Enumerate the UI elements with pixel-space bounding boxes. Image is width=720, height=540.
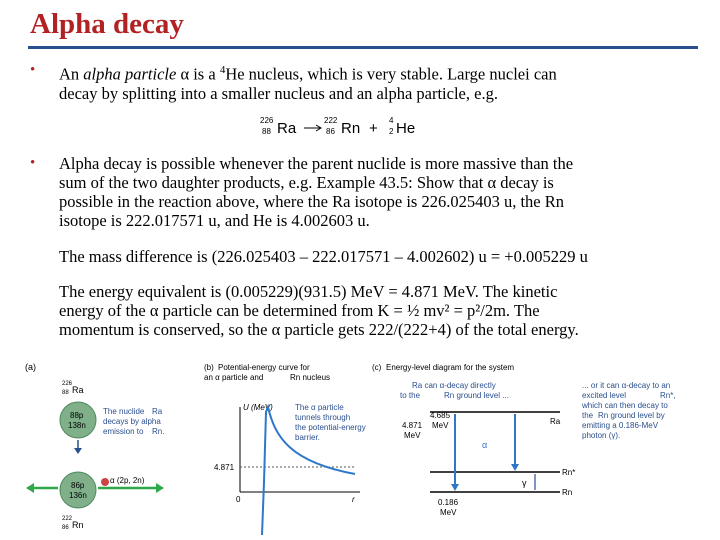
panel-b-title-1: Potential-energy curve for	[218, 363, 310, 372]
bullet-1-text	[59, 61, 709, 103]
caption-line-2: decays by alpha	[103, 417, 161, 426]
energy-0186: 0.186	[438, 498, 459, 507]
alpha-particle-term: alpha particle	[83, 64, 177, 84]
he-symbol: He	[396, 120, 416, 137]
plus-sign: +	[369, 120, 378, 137]
energy-4871-unit: MeV	[404, 431, 421, 440]
rn-ground-label: Rn	[562, 488, 573, 497]
panel-a	[25, 362, 164, 531]
y-axis-label: U (MeV)	[243, 403, 273, 412]
rn-protons: 86p	[71, 481, 85, 490]
note-line-3: the potential-energy	[295, 423, 366, 432]
ra-protons: 88p	[70, 411, 84, 420]
x-origin: 0	[236, 495, 241, 504]
panel-b-title-3: Rn nucleus	[290, 373, 331, 382]
rn-symbol: Rn	[341, 120, 361, 137]
alpha-label: α (2p, 2n)	[110, 476, 145, 485]
ra-mass-number: 226	[62, 381, 73, 387]
alpha-particle-icon	[101, 478, 109, 486]
caption-line-3: emission to	[103, 427, 144, 436]
panel-c-title: Energy-level diagram for the system	[386, 363, 515, 372]
decay-equation	[260, 112, 440, 142]
rn-neutrons: 136n	[69, 491, 87, 500]
bullet-2-line-2: sum of the two daughter products, e.g. Example 43.5: Show that α decay is	[59, 173, 554, 192]
rn-label: Rn	[72, 520, 84, 530]
text: An	[59, 64, 84, 84]
he-atomic-number: 2	[389, 127, 394, 136]
right-note-8: photon (γ).	[582, 431, 621, 440]
ra-symbol: Ra	[277, 120, 297, 137]
rn-nucleus	[60, 472, 96, 508]
ra-atomic-number: 88	[62, 390, 69, 396]
arrow-head-icon	[74, 448, 82, 454]
arrow-head-icon	[26, 483, 34, 493]
note-line-2: tunnels through	[295, 413, 351, 422]
title-underline	[28, 46, 698, 49]
note-line-4: barrier.	[295, 433, 320, 442]
he-mass-number: 4	[389, 116, 394, 125]
caption-ra: Ra	[152, 407, 163, 416]
bullet-2-line-1: Alpha decay is possible whenever the parent nuclide is more massive than the	[59, 154, 574, 173]
bullet-2-text	[59, 154, 709, 230]
right-note-4: which can then decay to	[582, 401, 668, 410]
rn-mass-number: 222	[62, 516, 73, 522]
energy-text	[59, 282, 709, 339]
panel-a-label: (a)	[25, 362, 36, 372]
energy-0186-unit: MeV	[440, 508, 457, 517]
bullet-2-line-3: possible in the reaction above, where the Ra isotope is 226.025403 u, the Rn	[59, 192, 564, 211]
ra-mass-number: 226	[260, 116, 274, 125]
superscript: 4	[219, 64, 226, 76]
gamma-symbol: γ	[522, 478, 527, 488]
rn-excited-label: Rn*	[562, 468, 576, 477]
arrow-head-icon	[451, 484, 459, 491]
energy-4685-unit: MeV	[432, 421, 449, 430]
y-tick-4871: 4.871	[214, 463, 235, 472]
slide-title: Alpha decay	[30, 8, 184, 40]
arrow-head-icon	[511, 464, 519, 471]
rn-mass-number: 222	[324, 116, 338, 125]
energy-line-3: momentum is conserved, so the α particle gets 222/(222+4) of the total energy.	[59, 320, 579, 339]
right-note-1: ... or it can α-decay to an	[582, 381, 671, 390]
bullet-2-line-4: isotope is 222.017571 u, and He is 4.002603 u.	[59, 211, 370, 230]
energy-4871: 4.871	[402, 421, 423, 430]
text: He nucleus, which is very stable. Large nuclei can	[225, 64, 557, 84]
caption-rn: Rn.	[152, 427, 165, 436]
energy-line-1: The energy equivalent is (0.005229)(931.5) MeV = 4.871 MeV. The kinetic	[59, 282, 558, 301]
ra-label: Ra	[72, 385, 84, 395]
ra-atomic-number: 88	[262, 127, 271, 136]
bullet-marker: •	[30, 62, 36, 78]
alpha-symbol: α	[482, 440, 488, 450]
mass-difference-text: The mass difference is (226.025403 – 222.017571 – 4.002602) u = +0.005229 u	[59, 247, 588, 266]
text: α is a	[176, 64, 220, 84]
left-note-1: Ra can α-decay directly	[412, 381, 496, 390]
left-note-2: to the	[400, 391, 421, 400]
right-note-6: Rn ground level by	[598, 411, 665, 420]
energy-line-2: energy of the α particle can be determined from K = ½ mv² = p²/2m. The	[59, 301, 540, 320]
bullet-marker: •	[30, 155, 36, 171]
right-note-2: excited level	[582, 391, 627, 400]
right-note-5: the	[582, 411, 594, 420]
panel-c-label: (c)	[372, 363, 382, 372]
arrow-head-icon	[156, 483, 164, 493]
ra-level-label: Ra	[550, 417, 561, 426]
bullet-1-line-2: decay by splitting into a smaller nucleus and an alpha particle, e.g.	[59, 83, 498, 103]
energy-4685: 4.685	[430, 411, 451, 420]
right-note-7: emitting a 0.186-MeV	[582, 421, 659, 430]
rn-atomic-number: 86	[326, 127, 335, 136]
panel-c	[372, 363, 676, 517]
note-line-1: The α particle	[295, 403, 344, 412]
panel-b-label: (b)	[204, 363, 214, 372]
rn-atomic-number: 86	[62, 525, 69, 531]
right-note-3: Rn*,	[660, 391, 676, 400]
panel-b	[204, 363, 366, 535]
alpha-decay-figure	[0, 352, 720, 540]
panel-b-title-2: an α particle and	[204, 373, 264, 382]
bullet-1-line-1	[59, 61, 709, 84]
ra-neutrons: 138n	[68, 421, 86, 430]
caption-line-1: The nuclide	[103, 407, 145, 416]
x-axis-label: r	[352, 495, 355, 504]
ra-nucleus	[60, 402, 96, 438]
left-note-3: Rn ground level ...	[444, 391, 509, 400]
